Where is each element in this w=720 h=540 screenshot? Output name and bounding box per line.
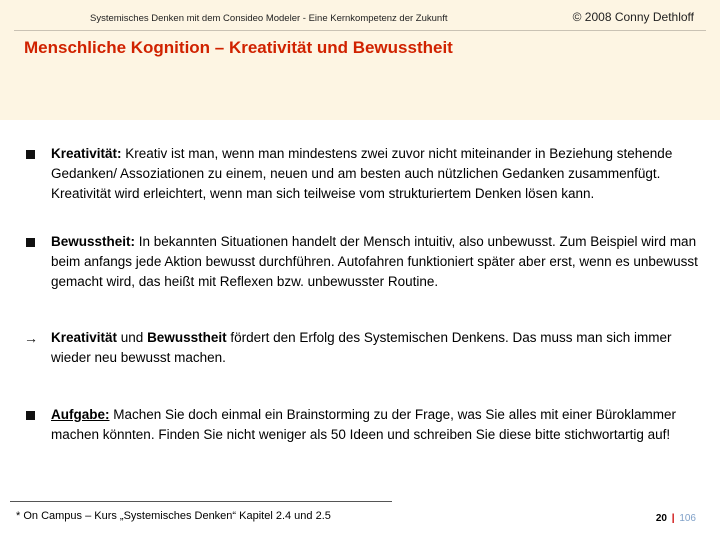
bullet-aufgabe: [24, 405, 700, 445]
bullet-body: Kreativ ist man, wenn man mindestens zwei zuvor nicht miteinander in Beziehung stehende Gedanken/ Assoziationen zu einem, neuen und am besten auch nützlichen Gedanken zusammenfügt. Kreativität wird erleichtert, wenn man sich teilweise vom strukturiertem Denken lösen kann.: [51, 146, 673, 201]
conclusion-point: [24, 328, 700, 368]
copyright-notice: © 2008 Conny Dethloff: [572, 10, 694, 24]
bullet-term: Kreativität:: [51, 146, 122, 161]
task-term: Aufgabe:: [51, 407, 110, 422]
bullet-kreativitaet: [24, 144, 700, 204]
bullet-bewusstheit: [24, 232, 700, 292]
conclusion-term-2: Bewusstheit: [147, 330, 227, 345]
header-divider: [14, 30, 706, 31]
square-bullet-icon: [26, 150, 35, 159]
total-pages: 106: [679, 513, 696, 524]
square-bullet-icon: [26, 238, 35, 247]
footnote: * On Campus – Kurs „Systemisches Denken“ Kapitel 2.4 und 2.5: [16, 510, 331, 522]
bullet-body: In bekannten Situationen handelt der Mensch intuitiv, also unbewusst. Zum Beispiel wird man beim anfangs jede Aktion bewusst durchführen. Autofahren funktioniert später aber erst, wenn es unbewusst gemacht wird, das heißt mit Reflexen bzw. unbewusster Routine.: [51, 234, 698, 289]
conclusion-connector: und: [117, 330, 148, 345]
conclusion-body: fördert den Erfolg des Systemischen Denkens. Das muss man sich immer wieder neu bewusst machen.: [51, 330, 672, 365]
square-bullet-icon: [26, 411, 35, 420]
bullet-text: [51, 232, 700, 292]
page-number: [656, 513, 696, 524]
presentation-subtitle: Systemisches Denken mit dem Consideo Modeler - Eine Kernkompetenz der Zukunft: [90, 13, 448, 24]
page-separator: |: [671, 513, 675, 524]
bullet-term: Bewusstheit:: [51, 234, 136, 249]
task-body: Machen Sie doch einmal ein Brainstorming zu der Frage, was Sie alles mit einer Büroklammer machen könnten. Finden Sie nicht weniger als 50 Ideen und schreiben Sie diese bitte stichwortartig auf!: [51, 407, 676, 442]
current-page: 20: [655, 513, 667, 524]
slide-title: Menschliche Kognition – Kreativität und Bewusstheit: [24, 38, 453, 57]
conclusion-term-1: Kreativität: [51, 330, 118, 345]
conclusion-text: [51, 328, 700, 368]
arrow-right-icon: →: [24, 330, 38, 346]
footnote-divider: [10, 501, 392, 502]
task-text: [51, 405, 700, 445]
bullet-text: [51, 144, 700, 204]
